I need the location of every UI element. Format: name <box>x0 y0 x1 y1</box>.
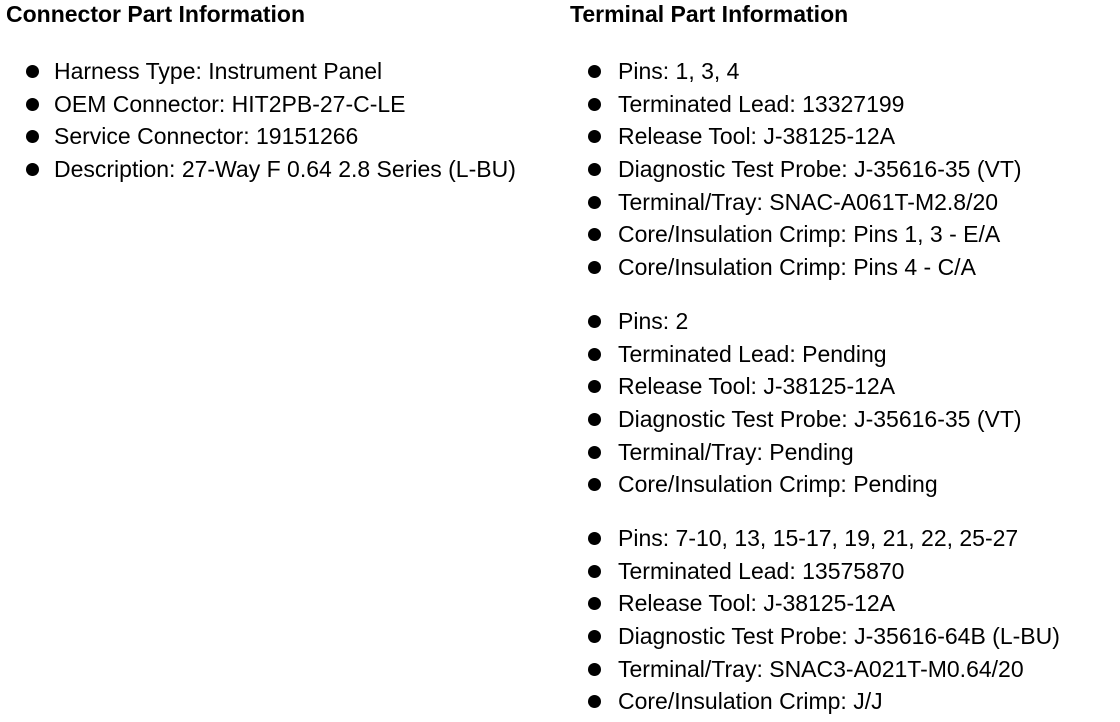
bullet-icon <box>588 532 601 545</box>
list-item <box>570 468 1115 501</box>
list-item-text: Description: 27-Way F 0.64 2.8 Series (L-BU) <box>54 156 516 183</box>
connector-list <box>6 55 566 186</box>
list-item <box>6 153 566 186</box>
bullet-icon <box>588 315 601 328</box>
list-item-text: Terminated Lead: 13327199 <box>618 90 905 117</box>
list-item <box>570 370 1115 403</box>
list-item-text: Pins: 2 <box>618 307 689 334</box>
bullet-icon <box>588 163 601 176</box>
list-item-text: Harness Type: Instrument Panel <box>54 58 383 84</box>
terminal-group-2 <box>570 305 1115 501</box>
list-item <box>570 522 1115 555</box>
bullet-icon <box>588 446 601 459</box>
bullet-icon <box>26 163 39 176</box>
list-item-text: Core/Insulation Crimp: Pins 4 - C/A <box>618 254 976 281</box>
list-item <box>570 88 1115 121</box>
list-item-text: Core/Insulation Crimp: J/J <box>618 688 883 715</box>
bullet-icon <box>26 98 39 111</box>
list-item-text: Release Tool: J-38125-12A <box>618 373 896 400</box>
list-item <box>570 218 1115 251</box>
list-item <box>6 55 566 88</box>
list-item <box>570 685 1115 718</box>
bullet-icon <box>588 380 601 393</box>
list-item <box>570 120 1115 153</box>
list-item <box>6 120 566 153</box>
list-item-text: Core/Insulation Crimp: Pins 1, 3 - E/A <box>618 221 1001 248</box>
list-item <box>570 186 1115 219</box>
list-item <box>570 620 1115 653</box>
terminal-section <box>570 0 1115 718</box>
list-item-text: Release Tool: J-38125-12A <box>618 590 896 617</box>
list-item-text: Terminated Lead: Pending <box>618 340 887 367</box>
list-item-text: Diagnostic Test Probe: J-35616-35 (VT) <box>618 156 1022 183</box>
bullet-icon <box>588 228 601 241</box>
list-item-text: Terminated Lead: 13575870 <box>618 557 905 584</box>
list-item-text: Pins: 1, 3, 4 <box>618 58 740 84</box>
list-item-text: OEM Connector: HIT2PB-27-C-LE <box>54 90 406 117</box>
list-item-text: Diagnostic Test Probe: J-35616-64B (L-BU) <box>618 623 1060 649</box>
bullet-icon <box>26 65 39 78</box>
list-item <box>570 251 1115 284</box>
list-item <box>570 436 1115 469</box>
list-item <box>570 555 1115 588</box>
bullet-icon <box>588 630 601 643</box>
list-item-text: Service Connector: 19151266 <box>54 123 359 150</box>
list-item <box>570 153 1115 186</box>
bullet-icon <box>588 261 601 274</box>
bullet-icon <box>588 98 601 111</box>
list-item-text: Diagnostic Test Probe: J-35616-35 (VT) <box>618 405 1022 432</box>
bullet-icon <box>588 196 601 209</box>
list-item <box>570 587 1115 620</box>
list-item <box>570 338 1115 371</box>
list-item <box>570 653 1115 686</box>
connector-heading: Connector Part Information <box>6 1 306 27</box>
bullet-icon <box>588 348 601 361</box>
terminal-group-3 <box>570 522 1115 718</box>
bullet-icon <box>588 478 601 491</box>
bullet-icon <box>588 65 601 78</box>
list-item <box>6 88 566 121</box>
bullet-icon <box>588 663 601 676</box>
list-item-text: Terminal/Tray: SNAC-A061T-M2.8/20 <box>618 188 999 215</box>
terminal-heading: Terminal Part Information <box>570 1 849 27</box>
list-item <box>570 403 1115 436</box>
list-item-text: Core/Insulation Crimp: Pending <box>618 471 938 498</box>
terminal-group-1 <box>570 55 1115 284</box>
connector-section <box>6 0 566 186</box>
list-item-text: Pins: 7-10, 13, 15-17, 19, 21, 22, 25-27 <box>618 524 1019 551</box>
bullet-icon <box>26 130 39 143</box>
list-item-text: Release Tool: J-38125-12A <box>618 123 896 150</box>
bullet-icon <box>588 695 601 708</box>
list-item-text: Terminal/Tray: Pending <box>618 438 854 465</box>
bullet-icon <box>588 565 601 578</box>
bullet-icon <box>588 597 601 610</box>
list-item-text: Terminal/Tray: SNAC3-A021T-M0.64/20 <box>618 655 1024 682</box>
bullet-icon <box>588 130 601 143</box>
list-item <box>570 55 1115 88</box>
bullet-icon <box>588 413 601 426</box>
list-item <box>570 305 1115 338</box>
